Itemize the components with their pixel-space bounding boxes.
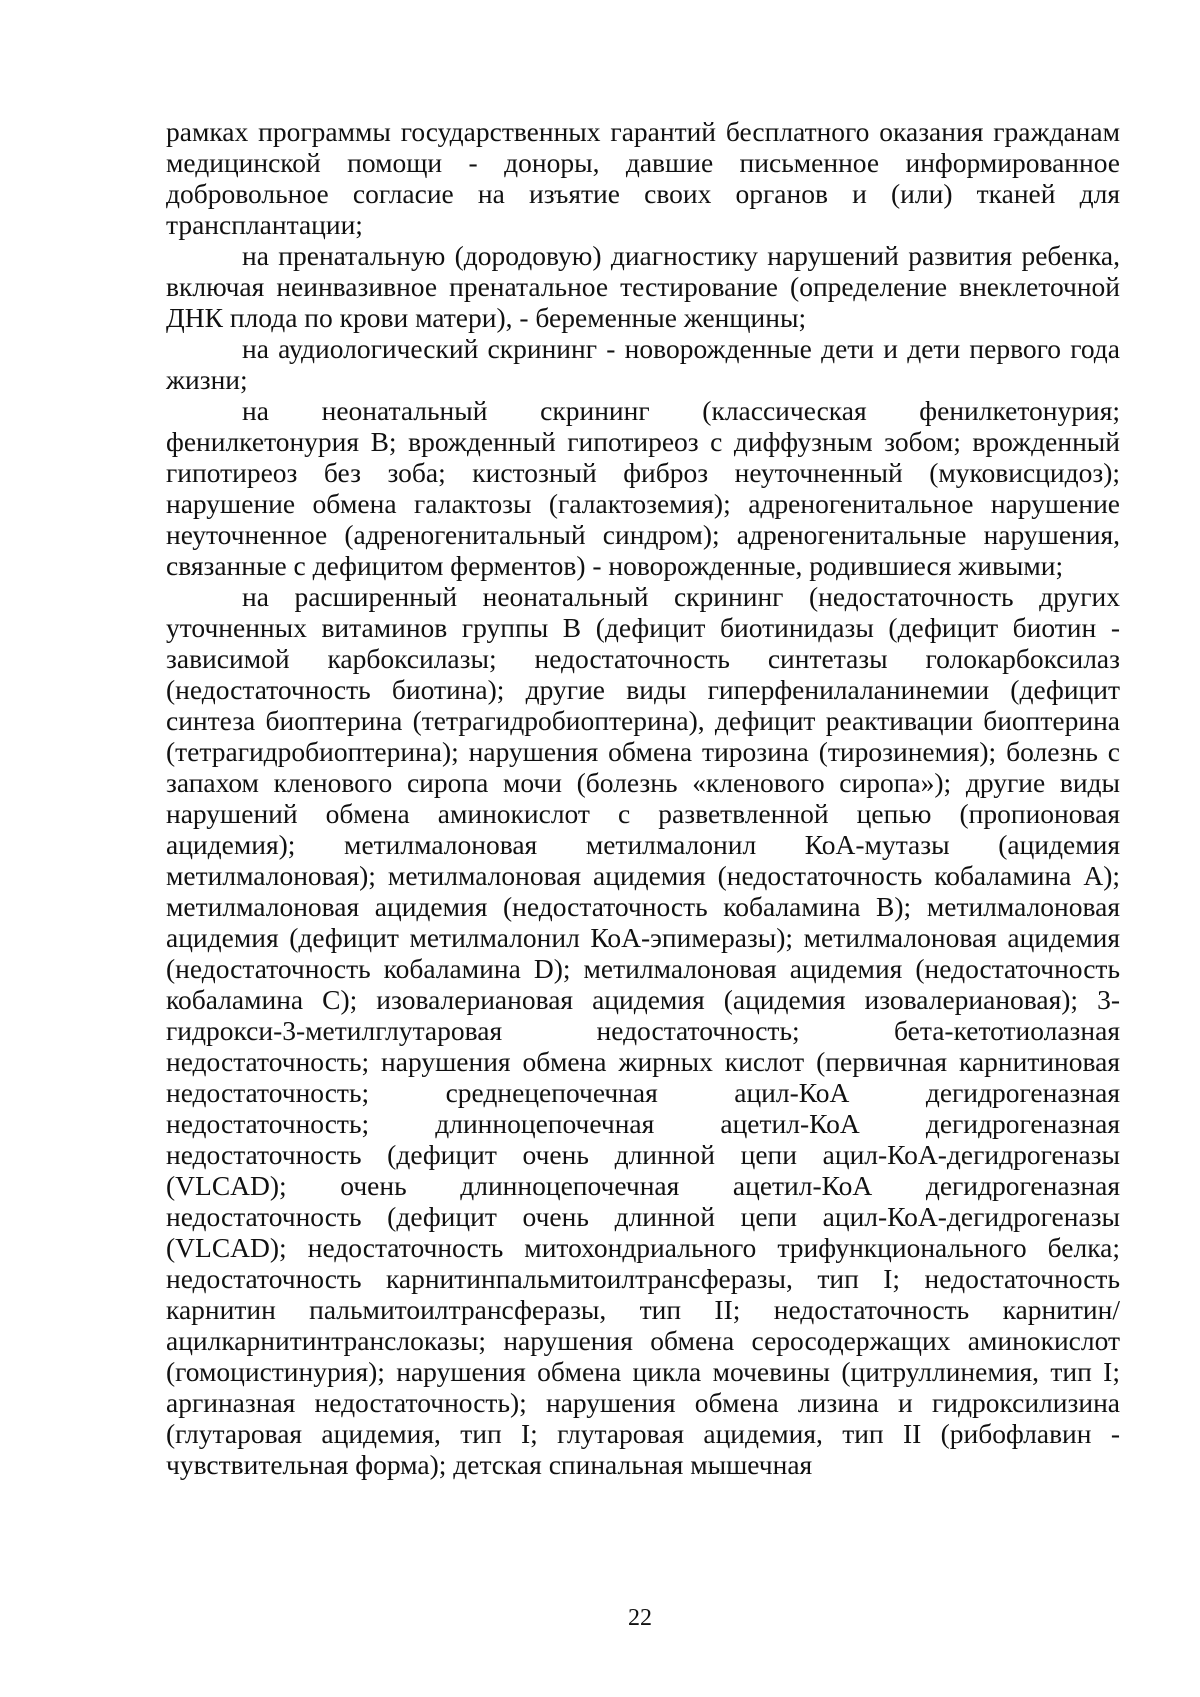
paragraph-audiological-screening: на аудиологический скрининг - новорожденные дети и дети первого года жизни; [166, 333, 1120, 395]
paragraph-extended-neonatal-screening: на расширенный неонатальный скрининг (недостаточность других уточненных витаминов группы В (дефицит биотинидазы (дефицит биотин - зависимой карбоксилазы; недостаточность синтетазы голокарбоксилаз (недостаточность биотина); другие виды гиперфенилаланинемии (дефицит синтеза биоптерина (тетрагидробиоптерина), дефицит реактивации биоптерина (тетрагидробиоптерина); нарушения обмена тирозина (тирозинемия); болезнь с запахом кленового сиропа мочи (болезнь «кленового сиропа»); другие виды нарушений обмена аминокислот с разветвленной цепью (пропионовая ацидемия); метилмалоновая метилмалонил КоА-мутазы (ацидемия метилмалоновая); метилмалоновая ацидемия (недостаточность кобаламина А); метилмалоновая ацидемия (недостаточность кобаламина В); метилмалоновая ацидемия (дефицит метилмалонил КоА-эпимеразы); метилмалоновая ацидемия (недостаточность кобаламина D); метилмалоновая ацидемия (недостаточность кобаламина С); изовалериановая ацидемия (ацидемия изовалериановая); 3-гидрокси-3-метилглутаровая недостаточность; бета-кетотиолазная недостаточность; нарушения обмена жирных кислот (первичная карнитиновая недостаточность; среднецепочечная ацил-КоА дегидрогеназная недостаточность; длинноцепочечная ацетил-КоА дегидрогеназная недостаточность (дефицит очень длинной цепи ацил-КоА-дегидрогеназы (VLCAD); очень длинноцепочечная ацетил-КоА дегидрогеназная недостаточность (дефицит очень длинной цепи ацил-КоА-дегидрогеназы (VLCAD); недостаточность митохондриального трифункционального белка; недостаточность карнитинпальмитоилтрансферазы, тип I; недостаточность карнитин пальмитоилтрансферазы, тип II; недостаточность карнитин/ацилкарнитинтранслоказы; нарушения обмена серосодержащих аминокислот (гомоцистинурия); нарушения обмена цикла мочевины (цитруллинемия, тип I; аргиназная недостаточность); нарушения обмена лизина и гидроксилизина (глутаровая ацидемия, тип I; глутаровая ацидемия, тип II (рибофлавин - чувствительная форма); детская спинальная мышечная [166, 581, 1120, 1480]
paragraph-neonatal-screening: на неонатальный скрининг (классическая фенилкетонурия; фенилкетонурия В; врожденный гипотиреоз с диффузным зобом; врожденный гипотиреоз без зоба; кистозный фиброз неуточненный (муковисцидоз); нарушение обмена галактозы (галактоземия); адреногенитальное нарушение неуточненное (адреногенитальный синдром); адреногенитальные нарушения, связанные с дефицитом ферментов) - новорожденные, родившиеся живыми; [166, 395, 1120, 581]
page-number: 22 [628, 1605, 652, 1631]
document-page [166, 116, 1120, 1480]
paragraph-prenatal-diagnostics: на пренатальную (дородовую) диагностику нарушений развития ребенка, включая неинвазивное пренатальное тестирование (определение внеклеточной ДНК плода по крови матери), - беременные женщины; [166, 240, 1120, 333]
paragraph-donors: рамках программы государственных гарантий бесплатного оказания гражданам медицинской помощи - доноры, давшие письменное информированное добровольное согласие на изъятие своих органов и (или) тканей для трансплантации; [166, 116, 1120, 240]
